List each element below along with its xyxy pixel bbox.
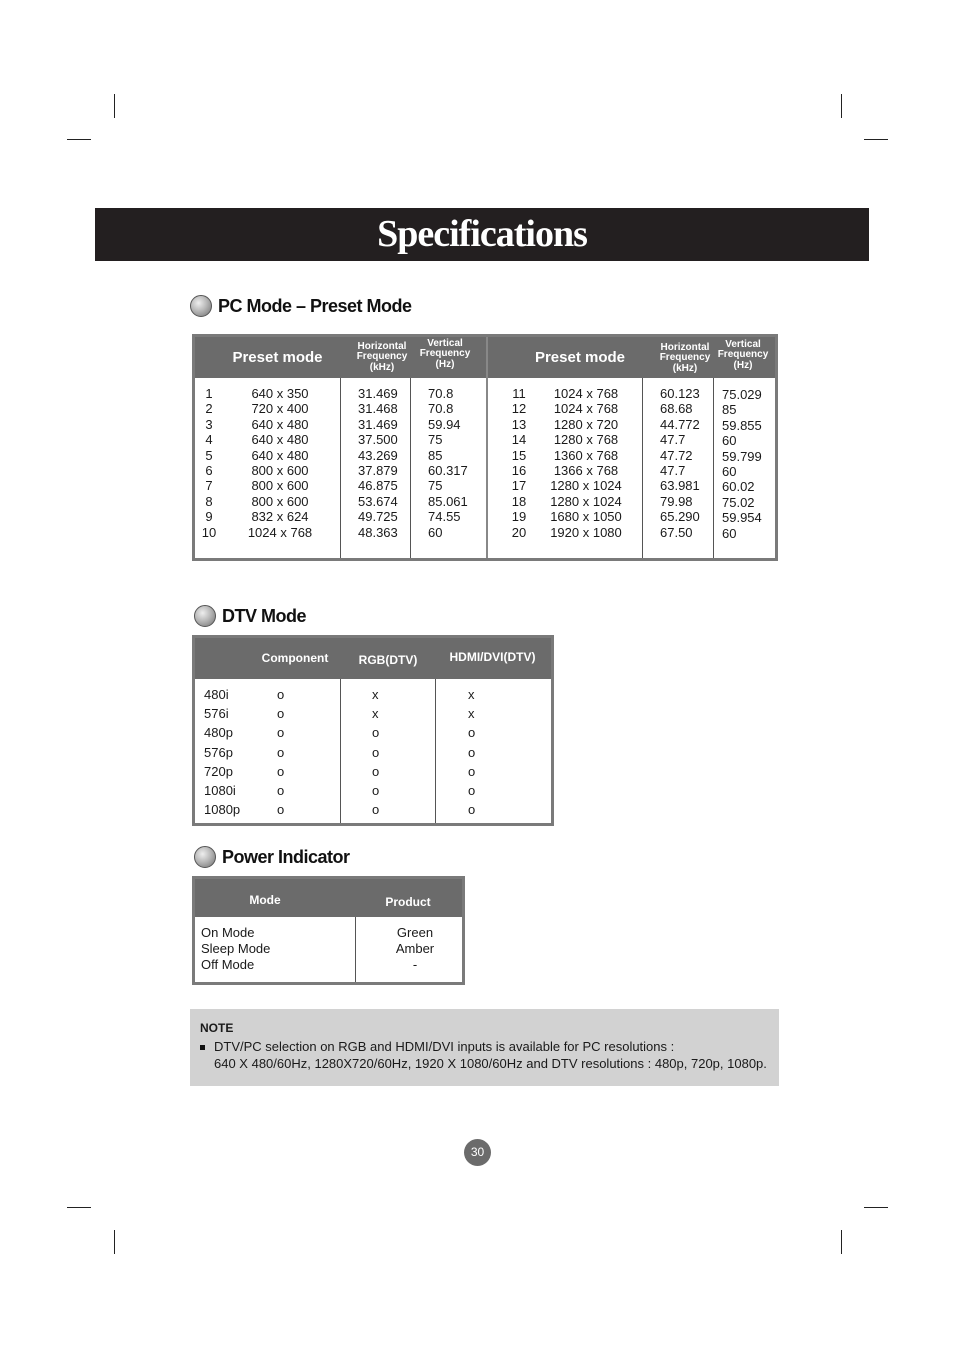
crop-mark (114, 94, 115, 118)
v-freq-header-left: Vertical Frequency (Hz) (419, 337, 471, 370)
note-line-2: 640 X 480/60Hz, 1280X720/60Hz, 1920 X 1080/60Hz and DTV resolutions : 480p, 720p, 1080p. (214, 1056, 767, 1071)
product-header: Product (385, 894, 431, 909)
page-title: Specifications (377, 213, 587, 255)
page-number: 30 (464, 1139, 491, 1166)
pc-mode-heading (190, 295, 412, 317)
bullet-icon (194, 846, 216, 868)
dtv-mode-heading-text: DTV Mode (222, 605, 306, 626)
dtv-component-column: o o o o o o o (277, 687, 285, 818)
dtv-rgb-column: x x o o o o o (372, 687, 380, 818)
pc-left-res-column: 640 x 350 720 x 400 640 x 480 640 x 480 640 x 480 800 x 600 800 x 600 800 x 600 832 x 624 1024 x 768 (247, 386, 313, 540)
component-header: Component (261, 651, 329, 666)
power-indicator-table (192, 876, 465, 985)
h-freq-header-right: Horizontal Frequency (kHz) (659, 341, 711, 374)
rgb-dtv-header: RGB(DTV) (358, 653, 418, 668)
square-bullet-icon (200, 1045, 205, 1050)
crop-mark (841, 1230, 842, 1254)
note-line-1: DTV/PC selection on RGB and HDMI/DVI inputs is available for PC resolutions : (214, 1039, 675, 1054)
power-indicator-heading (194, 846, 350, 868)
pc-mode-heading-text: PC Mode – Preset Mode (218, 295, 412, 316)
crop-mark (864, 139, 888, 140)
crop-mark (67, 139, 91, 140)
dtv-hdmi-column: x x o o o o o (468, 687, 476, 818)
dtv-mode-table-header (195, 638, 551, 679)
crop-mark (864, 1207, 888, 1208)
preset-mode-header-left: Preset mode (232, 348, 323, 366)
preset-mode-header-right: Preset mode (534, 348, 626, 366)
page-title-bar (95, 208, 869, 261)
pc-right-num-column: 11 12 13 14 15 16 17 18 19 20 (511, 386, 527, 540)
power-product-column: Green Amber - (395, 925, 435, 972)
power-mode-column: On Mode Sleep Mode Off Mode (201, 925, 271, 972)
crop-mark (841, 94, 842, 118)
pc-right-hfreq-column: 60.123 68.68 44.772 47.7 47.72 47.7 63.981 79.98 65.290 67.50 (660, 386, 700, 540)
v-freq-header-right: Vertical Frequency (Hz) (717, 338, 769, 371)
bullet-icon (194, 605, 216, 627)
power-indicator-heading-text: Power Indicator (222, 846, 350, 867)
pc-right-res-column: 1024 x 768 1024 x 768 1280 x 720 1280 x 768 1360 x 768 1366 x 768 1280 x 1024 1280 x 1024 1680 x 1050 1920 x 1080 (550, 386, 622, 540)
power-indicator-table-header (195, 879, 462, 917)
h-freq-header-left: Horizontal Frequency (kHz) (356, 340, 408, 373)
pc-mode-table-header (195, 337, 775, 378)
crop-mark (114, 1230, 115, 1254)
bullet-icon (190, 295, 212, 317)
dtv-mode-table (192, 635, 554, 826)
pc-left-num-column: 1 2 3 4 5 6 7 8 9 10 (201, 386, 217, 540)
pc-mode-table (192, 334, 778, 561)
note-text (200, 1038, 769, 1072)
pc-left-vfreq-column: 70.8 70.8 59.94 75 85 60.317 75 85.061 74.55 60 (428, 386, 468, 540)
mode-header: Mode (249, 892, 281, 907)
dtv-mode-column: 480i 576i 480p 576p 720p 1080i 1080p (204, 687, 241, 818)
dtv-mode-heading (194, 605, 306, 627)
note-title: NOTE (200, 1021, 234, 1035)
note-box (190, 1009, 779, 1086)
pc-left-hfreq-column: 31.469 31.468 31.469 37.500 43.269 37.879 46.875 53.674 49.725 48.363 (358, 386, 398, 540)
crop-mark (67, 1207, 91, 1208)
hdmi-dvi-dtv-header: HDMI/DVI(DTV) (449, 650, 536, 665)
pc-right-vfreq-column: 75.029 85 59.855 60 59.799 60 60.02 75.02 59.954 60 (722, 387, 762, 541)
